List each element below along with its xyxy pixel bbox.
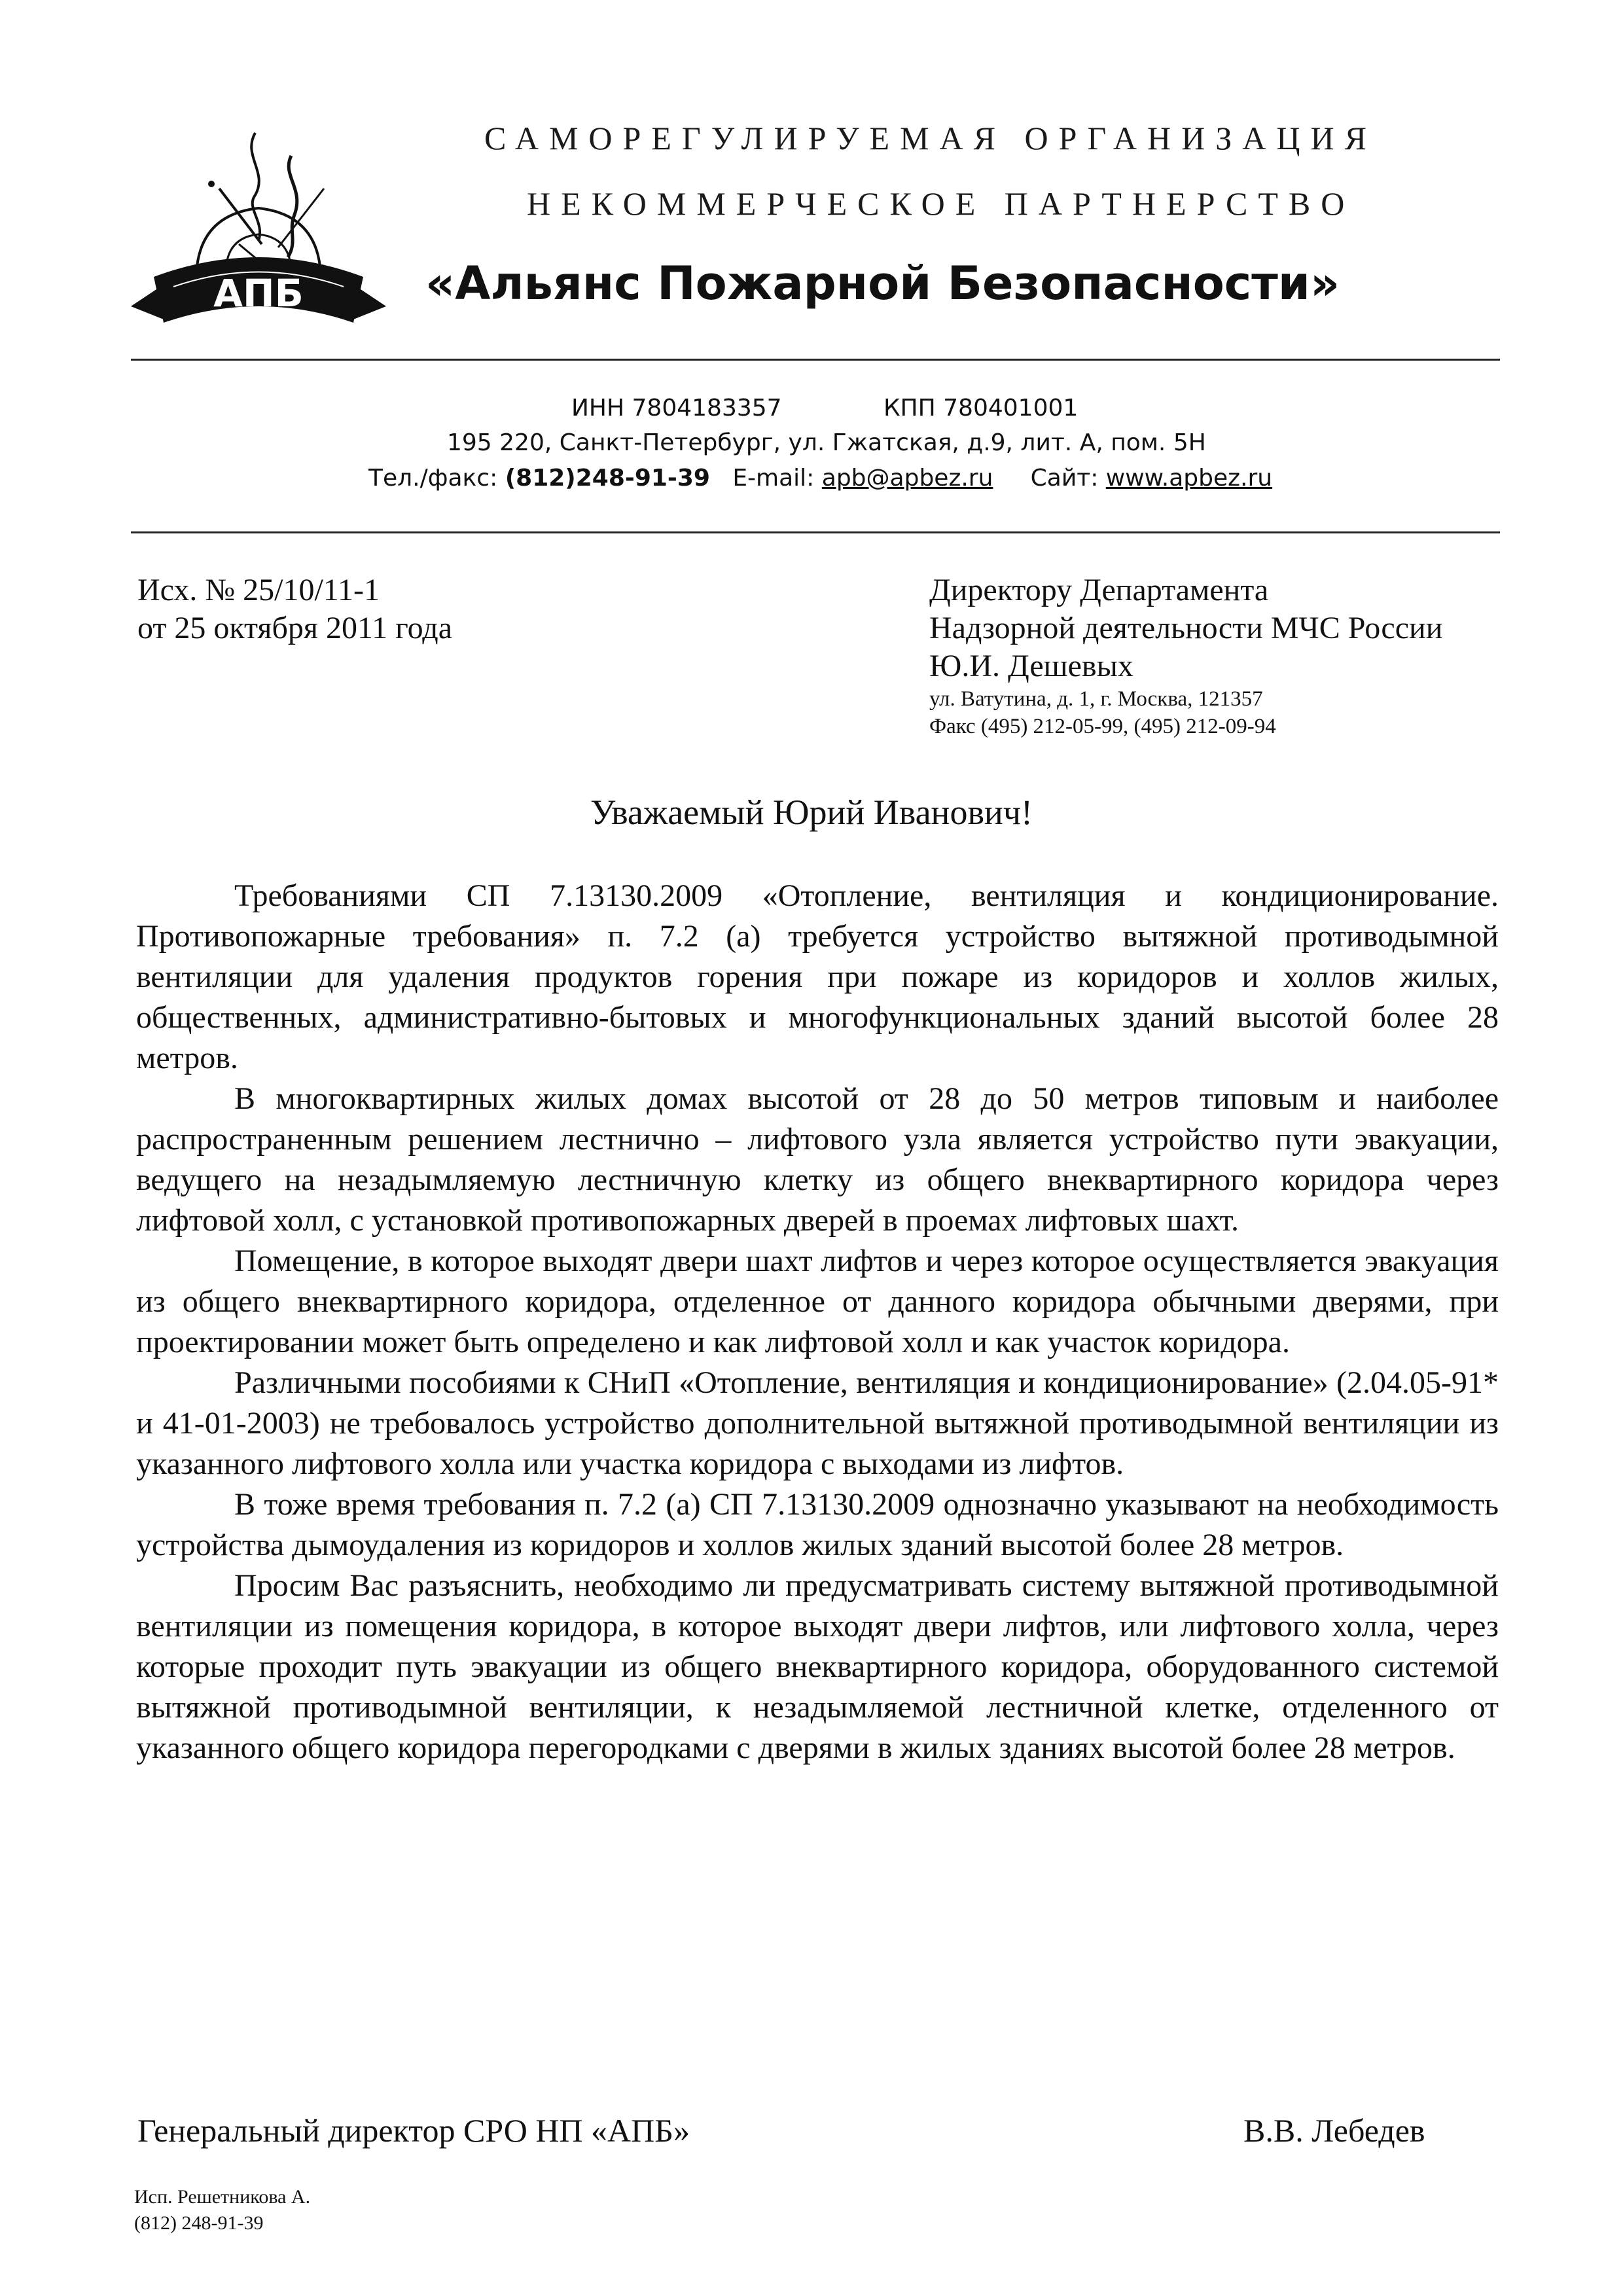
executor-phone: (812) 248-91-39 — [134, 2212, 264, 2234]
contact-line — [368, 465, 1272, 492]
organization-name: «Альянс Пожарной Безопасности» — [425, 257, 1340, 310]
organization-form: НЕКОММЕРЧЕСКОЕ ПАРТНЕРСТВО — [527, 185, 1355, 222]
kpp-number: КПП 780401001 — [883, 395, 1079, 422]
body-paragraph: Различными пособиями к СНиП «Отопление, вентиляция и кондиционирование» (2.04.05-91* и 41-01-2003) не требовалось устройство дополнительной вытяжной противодымной вентиляции из указанного лифтового холла или участка коридора с выходами из лифтов. — [136, 1365, 1499, 1481]
header-divider-top — [131, 359, 1500, 361]
recipient-department: Надзорной деятельности МЧС России — [929, 611, 1443, 645]
body-paragraph: В многоквартирных жилых домах высотой от 28 до 50 метров типовым и наиболее распространенным решением лестнично – лифтового узла является устройство пути эвакуации, ведущего на незадымляемую лестничную клетку из общего внеквартирного коридора через лифтовой холл, с установкой противопожарных дверей в проемах лифтовых шахт. — [136, 1081, 1499, 1238]
phone-number: (812)248-91-39 — [505, 465, 710, 492]
executor-name: Исп. Решетникова А. — [134, 2186, 311, 2208]
site-link[interactable]: www.apbez.ru — [1105, 465, 1273, 492]
outgoing-date: от 25 октября 2011 года — [137, 611, 453, 645]
recipient-name: Ю.И. Дешевых — [929, 649, 1133, 683]
body-paragraph: Помещение, в которое выходят двери шахт лифтов и через которое осуществляется эвакуация из общего внеквартирного коридора, отделенное от данного коридора обычными дверями, при проектировании может быть определено и как лифтовой холл и как участок коридора. — [136, 1244, 1499, 1359]
recipient-address: ул. Ватутина, д. 1, г. Москва, 121357 — [929, 687, 1263, 711]
signatory-title: Генеральный директор СРО НП «АПБ» — [137, 2112, 690, 2149]
letter-body — [136, 876, 1499, 1768]
body-paragraph: Просим Вас разъяснить, необходимо ли предусматривать систему вытяжной противодымной вентиляции из помещения коридора, в которое выходят двери лифтов, или лифтового холла, через которые проходит путь эвакуации из общего внеквартирного коридора, оборудованного системой вытяжной противодымной вентиляции, к незадымляемой лестничной клетке, отделенного от указанного общего коридора перегородками с дверями в жилых зданиях высотой более 28 метров. — [136, 1568, 1499, 1765]
logo-text: АПБ — [213, 271, 304, 315]
email-link[interactable]: apb@apbez.ru — [821, 465, 993, 492]
inn-number: ИНН 7804183357 — [571, 395, 782, 422]
recipient-fax: Факс (495) 212-05-99, (495) 212-09-94 — [929, 715, 1276, 738]
organization-address: 195 220, Санкт-Петербург, ул. Гжатская, д.9, лит. А, пом. 5Н — [447, 429, 1206, 456]
outgoing-number: Исх. № 25/10/11-1 — [137, 573, 380, 607]
header-divider-bottom — [131, 531, 1500, 533]
organization-type: САМОРЕГУЛИРУЕМАЯ ОРГАНИЗАЦИЯ — [484, 120, 1377, 156]
recipient-title: Директору Департамента — [929, 573, 1269, 607]
salutation: Уважаемый Юрий Иванович! — [590, 793, 1033, 832]
body-paragraph: В тоже время требования п. 7.2 (а) СП 7.13130.2009 однозначно указывают на необходимость устройства дымоудаления из коридоров и холлов жилых зданий высотой более 28 метров. — [136, 1487, 1499, 1562]
email-label: E-mail: — [732, 465, 815, 492]
organization-logo — [128, 110, 389, 339]
phone-label: Тел./факс: — [368, 465, 498, 492]
signatory-name: В.В. Лебедев — [1243, 2112, 1425, 2149]
site-label: Сайт: — [1030, 465, 1099, 492]
body-paragraph: Требованиями СП 7.13130.2009 «Отопление, вентиляция и кондиционирование. Противопожарные требования» п. 7.2 (а) требуется устройство вытяжной противодымной вентиляции для удаления продуктов горения при пожаре из коридоров и холлов жилых, общественных, административно-бытовых и многофункциональных зданий высотой более 28 метров. — [136, 878, 1499, 1075]
